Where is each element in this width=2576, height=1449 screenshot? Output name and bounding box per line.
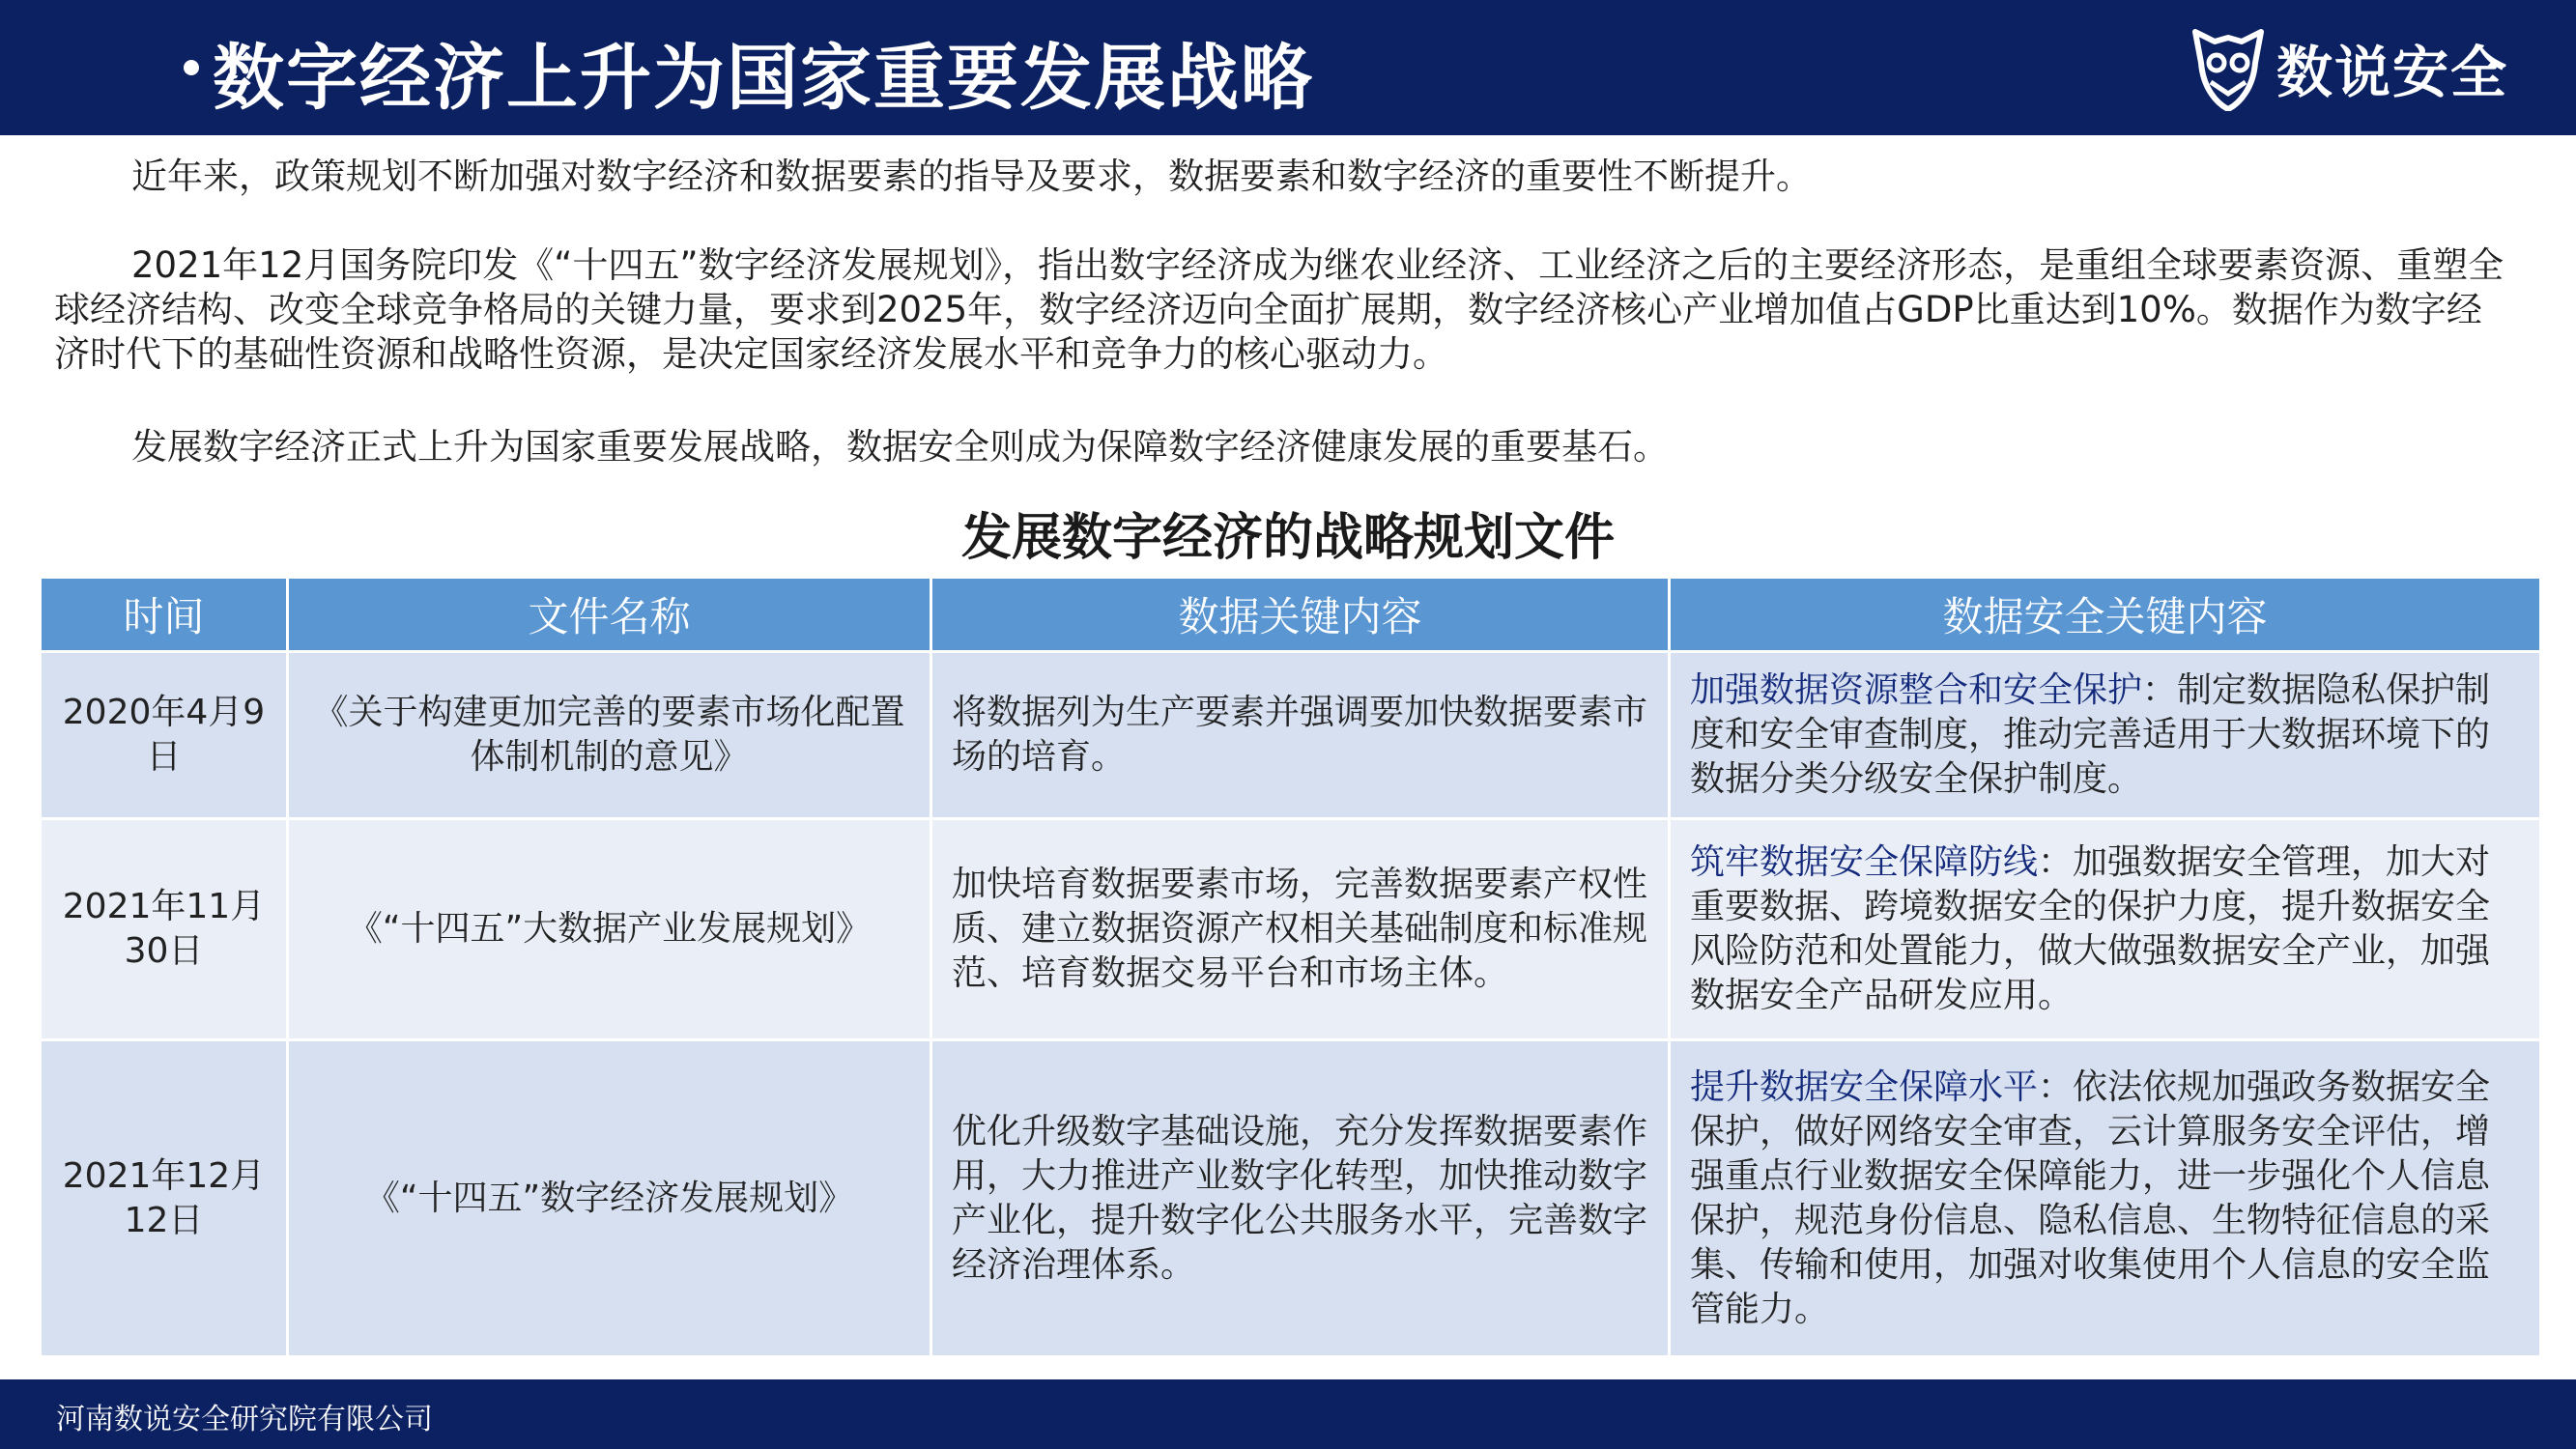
security-detail: ：加强数据安全管理，加大对重要数据、跨境数据安全的保护力度，提升数据安全风险防范和处置能力，做大做强数据安全产业，加强数据安全产品研发应用。 [1690, 842, 2491, 1016]
col-header-document: 文件名称 [288, 578, 931, 652]
plan-paragraph: 2021年12月国务院印发《“十四五”数字经济发展规划》，指出数字经济成为继农业经济、工业经济之后的主要经济形态，是重组全球要素资源、重塑全球经济结构、改变全球竞争格局的关键力量，要求到2025年，数字经济迈向全面扩展期，数字经济核心产业增加值占GDP比重达到10%。数据作为数字经济时代下的基础性资源和战略性资源，是决定国家经济发展水平和竞争力的核心驱动力。 [54, 244, 2504, 375]
intro-paragraph: 近年来，政策规划不断加强对数字经济和数据要素的指导及要求，数据要素和数字经济的重要性不断提升。 [131, 156, 1812, 197]
header-bar [0, 0, 2576, 135]
cell-date: 2021年12月12日 [41, 1040, 288, 1357]
page-title: 数字经济上升为国家重要发展战略 [213, 37, 1314, 120]
strategy-table [39, 576, 2542, 1358]
col-header-data-key: 数据关键内容 [931, 578, 1670, 652]
cell-security-key [1670, 652, 2541, 819]
cell-document: 《关于构建更加完善的要素市场化配置体制机制的意见》 [288, 652, 931, 819]
table-row [41, 1040, 2541, 1357]
strategy-paragraph: 发展数字经济正式上升为国家重要发展战略，数据安全则成为保障数字经济健康发展的重要基石。 [131, 426, 1669, 468]
security-detail: ：制定数据隐私保护制度和安全审查制度，推动完善适用于大数据环境下的数据分类分级安全保护制度。 [1690, 669, 2491, 799]
table-title: 发展数字经济的战略规划文件 [960, 509, 1615, 567]
brand-logo [2190, 23, 2508, 112]
logo-text: 数说安全 [2275, 40, 2508, 105]
company-name: 河南数说安全研究院有限公司 [56, 1403, 433, 1436]
col-header-date: 时间 [41, 578, 288, 652]
cell-document: 《“十四五”大数据产业发展规划》 [288, 818, 931, 1039]
title-bullet-icon [184, 60, 199, 75]
cell-date: 2021年11月30日 [41, 818, 288, 1039]
footer-bar [0, 1379, 2576, 1449]
security-keyword: 筑牢数据安全保障防线 [1690, 842, 2039, 883]
table-row [41, 652, 2541, 819]
security-detail: ：依法依规加强政务数据安全保护，做好网络安全审查，云计算服务安全评估，增强重点行业数据安全保障能力，进一步强化个人信息保护，规范身份信息、隐私信息、生物特征信息的采集、传输和使用，加强对收集使用个人信息的安全监管能力。 [1690, 1066, 2491, 1329]
security-keyword: 加强数据资源整合和安全保护 [1690, 669, 2143, 710]
cell-data-key: 优化升级数字基础设施，充分发挥数据要素作用，大力推进产业数字化转型，加快推动数字产业化，提升数字化公共服务水平，完善数字经济治理体系。 [931, 1040, 1670, 1357]
cell-document: 《“十四五”数字经济发展规划》 [288, 1040, 931, 1357]
col-header-security-key: 数据安全关键内容 [1670, 578, 2541, 652]
cell-security-key [1670, 1040, 2541, 1357]
cell-data-key: 将数据列为生产要素并强调要加快数据要素市场的培育。 [931, 652, 1670, 819]
owl-shield-icon [2190, 24, 2267, 111]
cell-security-key [1670, 818, 2541, 1039]
table-row [41, 818, 2541, 1039]
security-keyword: 提升数据安全保障水平 [1690, 1066, 2039, 1107]
table-header-row [41, 578, 2541, 652]
cell-data-key: 加快培育数据要素市场，完善数据要素产权性质、建立数据资源产权相关基础制度和标准规范、培育数据交易平台和市场主体。 [931, 818, 1670, 1039]
cell-date: 2020年4月9日 [41, 652, 288, 819]
